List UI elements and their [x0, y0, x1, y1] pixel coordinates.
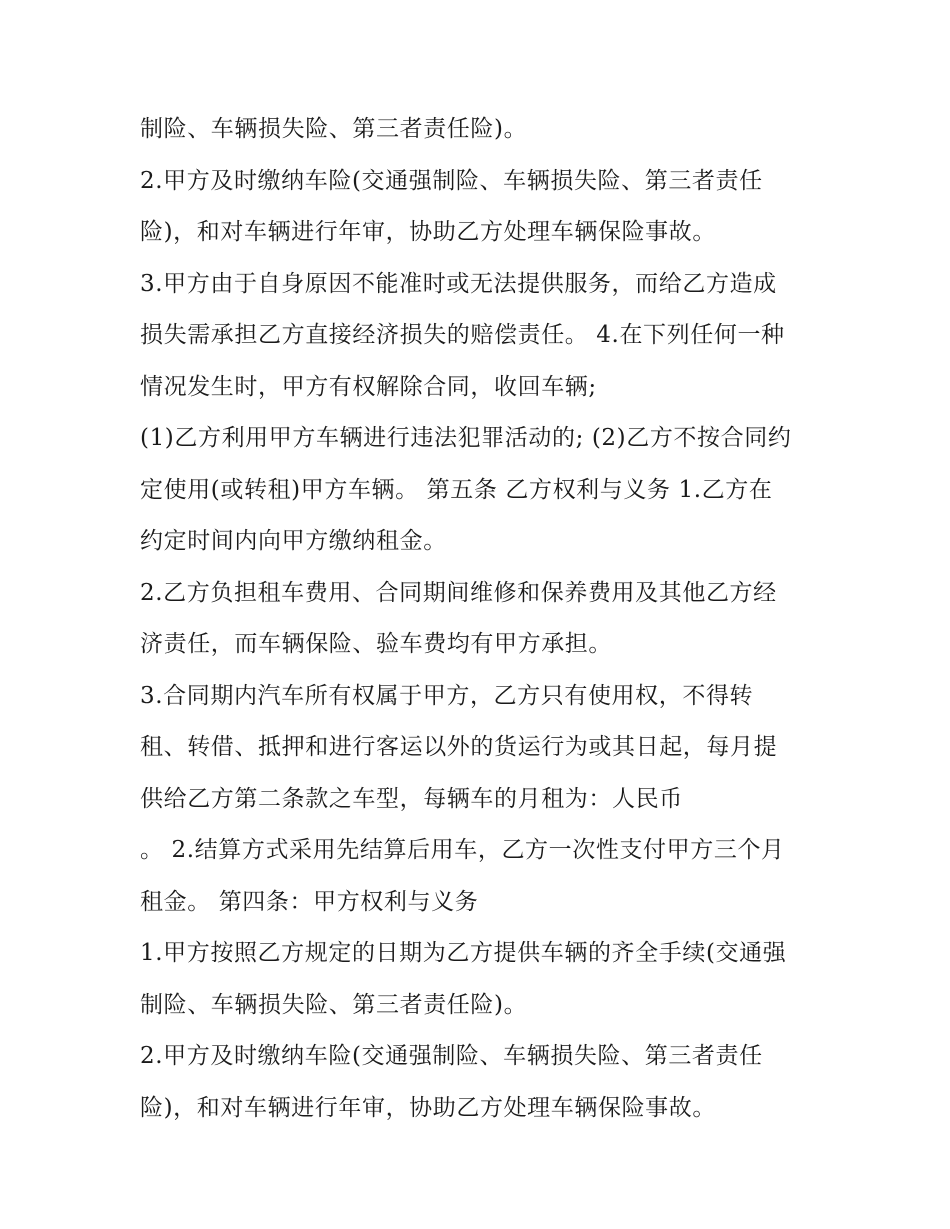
text-line: 1.甲方按照乙方规定的日期为乙方提供车辆的齐全手续(交通强: [140, 940, 787, 966]
text-line: (1)乙方利用甲方车辆进行违法犯罪活动的; (2)乙方不按合同约: [140, 425, 792, 451]
text-line: 2.甲方及时缴纳车险(交通强制险、车辆损失险、第三者责任: [140, 1043, 763, 1069]
text-line: 2.乙方负担租车费用、合同期间维修和保养费用及其他乙方经: [140, 579, 777, 606]
text-line: 定使用(或转租)甲方车辆。 第五条 乙方权利与义务 1.乙方在: [140, 476, 773, 503]
text-line: 险)，和对车辆进行年审，协助乙方处理车辆保险事故。: [140, 1094, 716, 1121]
text-line: 制险、车辆损失险、第三者责任险)。: [140, 116, 528, 142]
text-line: 供给乙方第二条款之车型，每辆车的月租为：人民币: [140, 785, 683, 812]
text-line: 险)，和对车辆进行年审，协助乙方处理车辆保险事故。: [140, 219, 716, 245]
text-line: 损失需承担乙方直接经济损失的赔偿责任。 4.在下列任何一种: [140, 322, 785, 348]
text-line: 租金。 第四条：甲方权利与义务: [140, 888, 479, 915]
text-line: 约定时间内向甲方缴纳租金。: [140, 528, 447, 554]
text-line: 3.甲方由于自身原因不能准时或无法提供服务，而给乙方造成: [140, 270, 777, 297]
text-line: 2.甲方及时缴纳车险(交通强制险、车辆损失险、第三者责任: [140, 167, 763, 194]
text-line: 济责任，而车辆保险、验车费均有甲方承担。: [140, 631, 612, 657]
text-line: 租、转借、抵押和进行客运以外的货运行为或其日起，每月提: [140, 734, 778, 760]
text-line: 3.合同期内汽车所有权属于甲方，乙方只有使用权，不得转: [140, 682, 754, 709]
text-line: 。 2.结算方式采用先结算后用车，乙方一次性支付甲方三个月: [140, 837, 785, 863]
document-body: [140, 104, 820, 1134]
text-line: 情况发生时，甲方有权解除合同，收回车辆;: [140, 373, 597, 400]
text-line: 制险、车辆损失险、第三者责任险)。: [140, 991, 528, 1018]
